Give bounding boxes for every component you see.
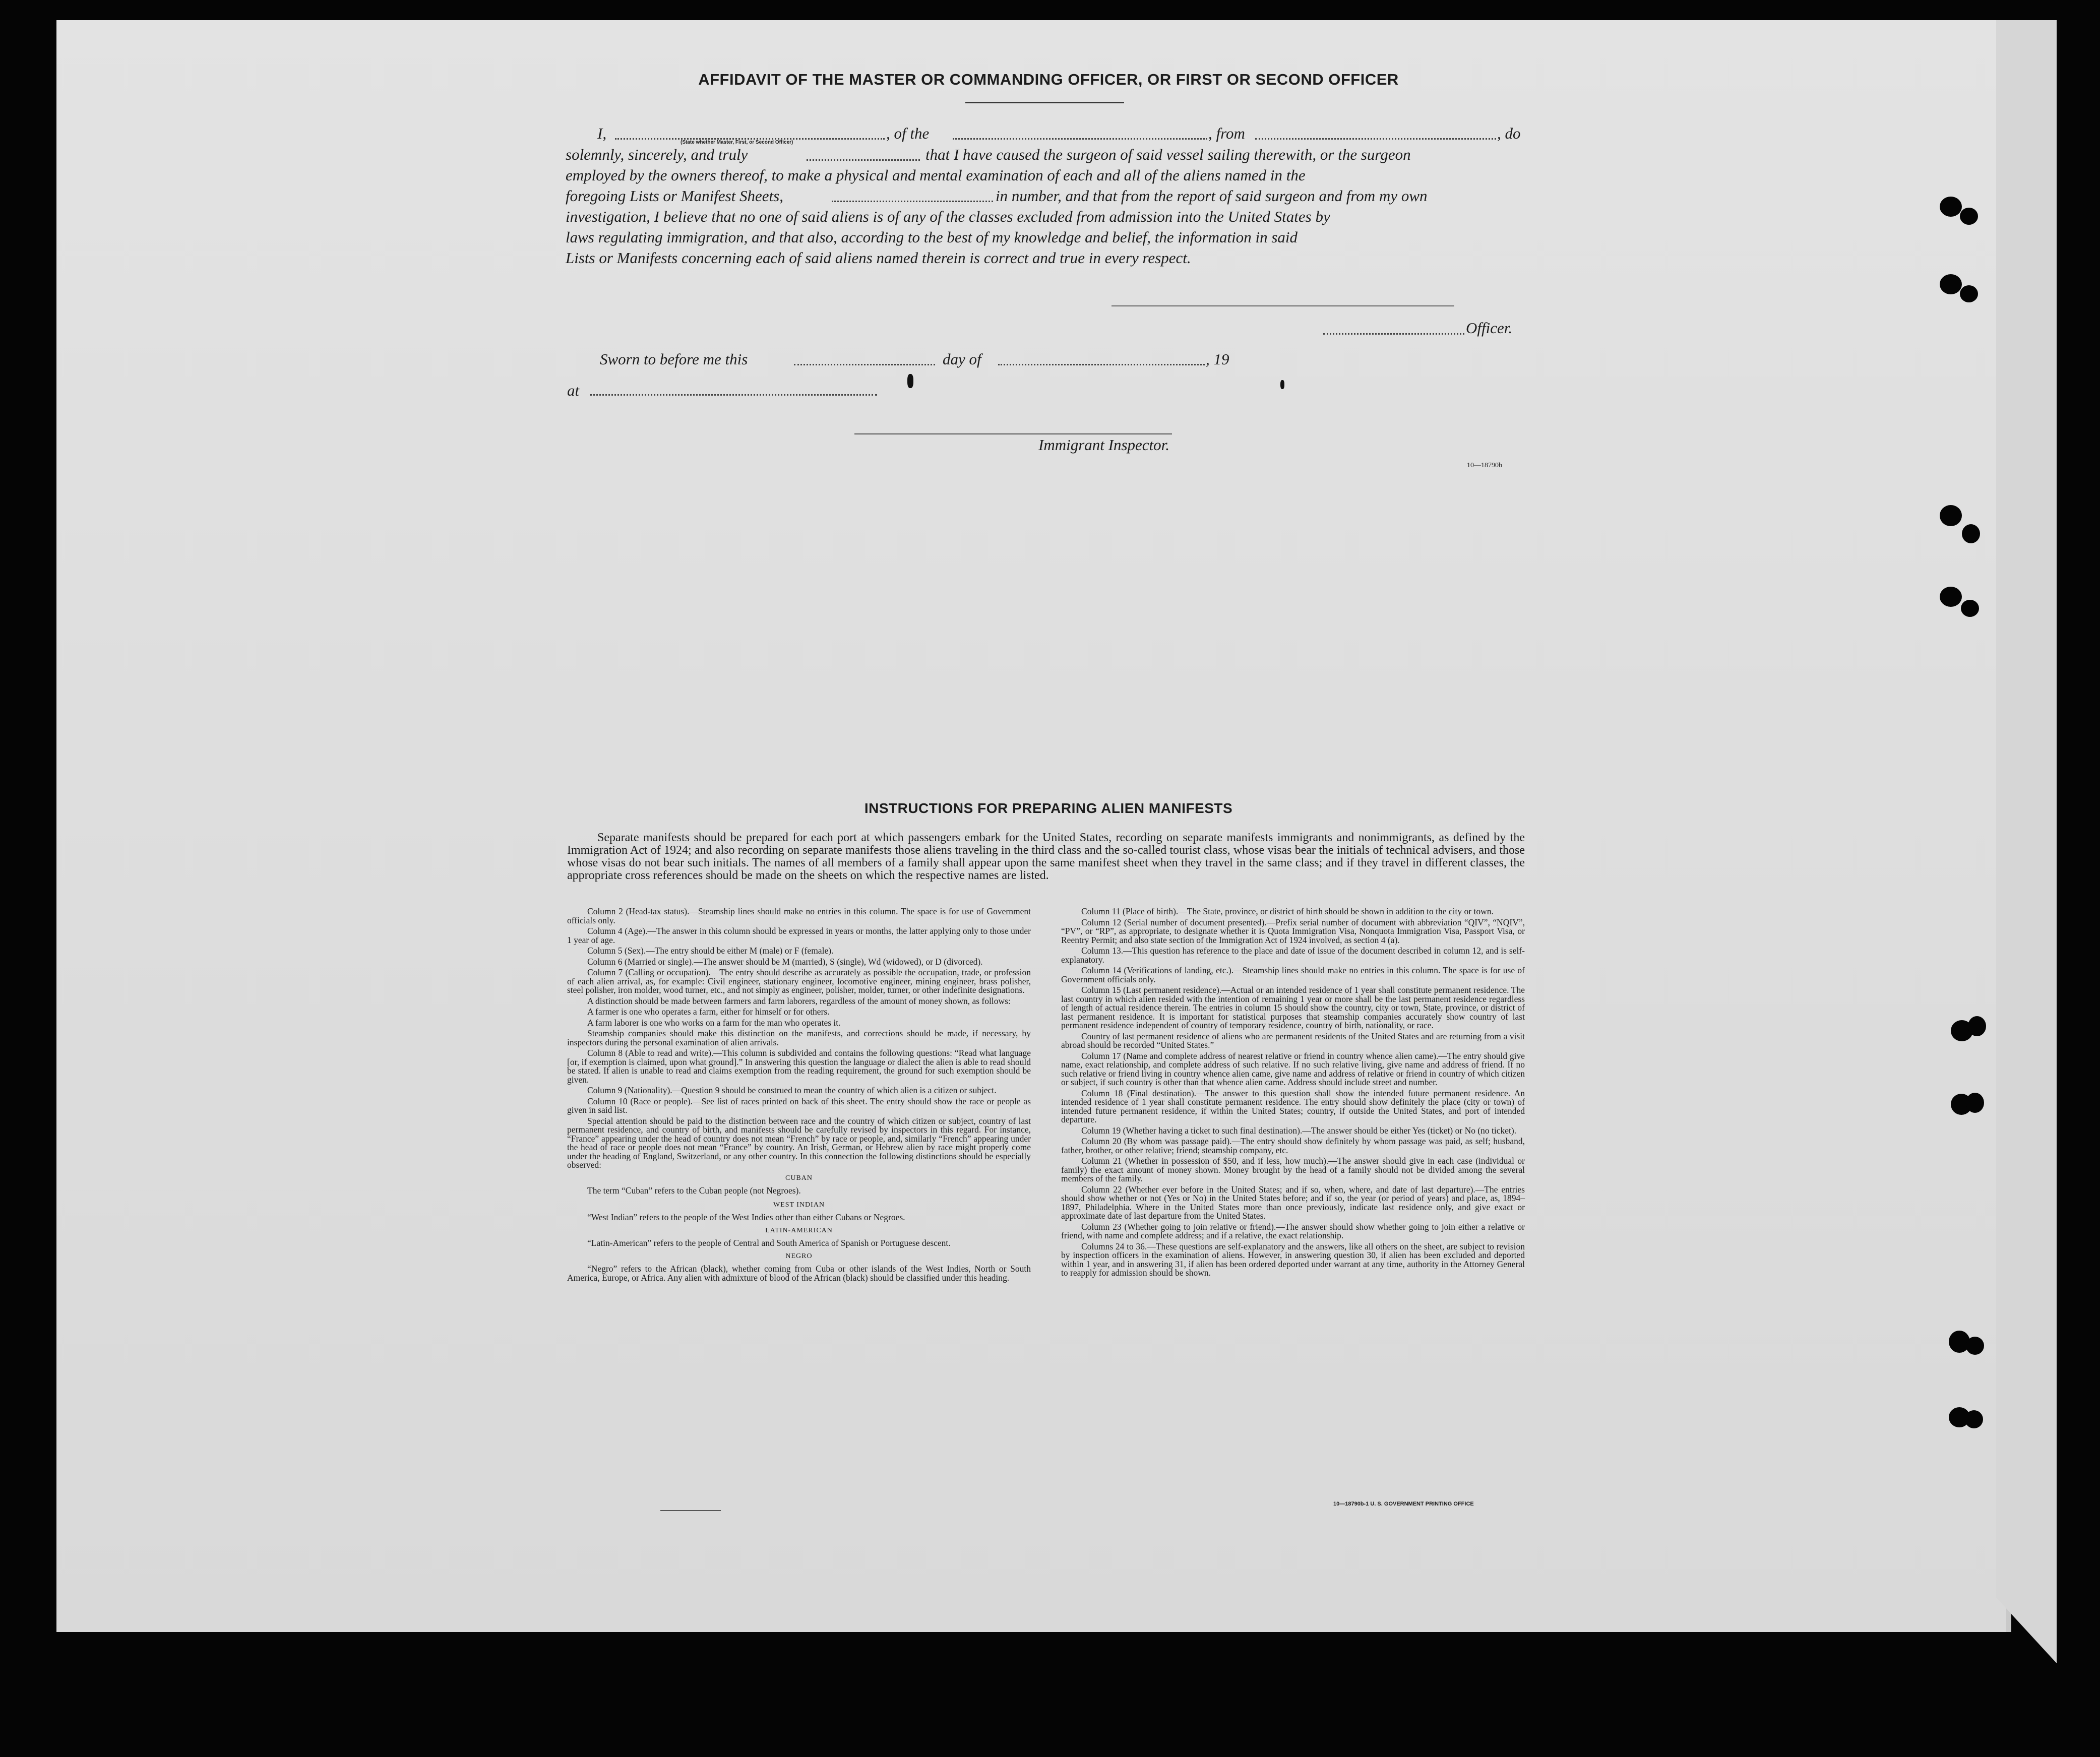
at-label: at (567, 382, 580, 399)
punch-hole-4b (1961, 600, 1979, 617)
column-9-note: Column 9 (Nationality).—Question 9 should be construed to mean the country of which alien is a citizen or subject. (587, 1085, 997, 1095)
punch-hole-8b (1965, 1410, 1983, 1428)
title-underline (965, 102, 1124, 103)
sworn-day-blank (794, 364, 935, 365)
column-13-note: Column 13.—This question has reference to the place and date of issue of the document described in column 12, and is self-explanatory. (1061, 946, 1525, 965)
affidavit-line6: laws regulating immigration, and that also, according to the best of my knowledge and belief, the information in said (566, 228, 1298, 246)
race-text-west-indian: “West Indian” refers to the people of the West Indies other than either Cubans or Negroes. (587, 1212, 905, 1222)
race-heading-negro: NEGRO (785, 1252, 813, 1260)
officer-signature-blank (1323, 333, 1464, 335)
punch-hole-3b (1962, 524, 1980, 543)
punch-hole-6b (1966, 1093, 1984, 1113)
form-number: 10—18790b (1467, 462, 1502, 469)
race-text-negro: “Negro” refers to the African (black), whether coming from Cuba or other islands of the West Indies, North or South America, Europe, or Africa. Any alien with admixture of blood of the African (black) should be classified under this heading. (567, 1264, 1031, 1283)
punch-hole-1b (1960, 208, 1978, 225)
affidavit-line2-start: solemnly, sincerely, and truly (566, 146, 748, 163)
column-2-note: Column 2 (Head-tax status).—Steamship lines should make no entries in this column. The space is for use of Government officials only. (567, 906, 1031, 925)
instructions-left-column (567, 907, 1031, 1284)
residence-note: Country of last permanent residence of aliens who are permanent residents of the United States and are returning from a visit abroad should be recorded “United States.” (1061, 1031, 1525, 1050)
column-17-note: Column 17 (Name and complete address of nearest relative or friend in country whence alien came).—The entry should give name, exact relationship, and complete address of such relative. If no such relative living, give name and address of friend. If no such relative or friend living in country whence alien came, give name and address of relative or friend in country of which citizen or subject, if such country is other than that whence alien came. Address should include street and number. (1061, 1050, 1525, 1087)
punch-hole-7b (1966, 1337, 1984, 1355)
steamship-distinction: Steamship companies should make this distinction on the manifests, and corrections should be made, if necessary, by inspectors during the personal examination of alien arrivals. (567, 1028, 1031, 1047)
instructions-right-column (1061, 907, 1525, 1280)
column-12-note: Column 12 (Serial number of document presented).—Prefix serial number of document with abbreviation “QIV”, “NQIV”, “PV”, or “RP”, as appropriate, to designate whether it is Quota Immigration Visa, Nonquota Immigration Visa, Passport Visa, or Reentry Permit; and also state section of the Immigration Act of 1924 involved, as section 4 (a). (1061, 917, 1525, 945)
column-21-note: Column 21 (Whether in possession of $50, and if less, how much).—The answer should give in each case (individual or family) the exact amount of money shown. Money brought by the head of a family should not be divided among the several members of the family. (1061, 1156, 1525, 1183)
instructions-title: INSTRUCTIONS FOR PREPARING ALIEN MANIFESTS (864, 800, 1233, 816)
race-text-latin-american: “Latin-American” refers to the people of Central and South America of Spanish or Portuguese descent. (587, 1238, 951, 1248)
race-heading-latin-american: LATIN-AMERICAN (765, 1226, 833, 1234)
farmer-distinction: A distinction should be made between farmers and farm laborers, regardless of the amount of money shown, as follows: (587, 995, 1011, 1006)
race-text-cuban: The term “Cuban” refers to the Cuban people (not Negroes). (587, 1185, 801, 1196)
column-23-note: Column 23 (Whether going to join relative or friend).—The answer should show whether going to join either a relative or friend, with name and complete address; and if a relative, the exact relationship. (1061, 1221, 1525, 1240)
signature-line-top (1111, 305, 1454, 306)
column-7-note: Column 7 (Calling or occupation).—The entry should describe as accurately as possible the occupation, trade, or profession of each alien arrival, as, for example: Civil engineer, stationary engineer, locomotive engineer, mining engineer, brass polisher, steel polisher, iron molder, wood turner, etc., and not simply as engineer, polisher, molder, turner, or other indefinite designations. (567, 967, 1031, 995)
sworn-start: Sworn to before me this (600, 350, 748, 368)
column-15-note: Column 15 (Last permanent residence).—Actual or an intended residence of 1 year shall constitute permanent residence. The last country in which alien resided with the intention of remaining 1 year or more shall be the last permanent residence regardless of length of actual residence therein. The entries in column 15 should show the country, city or town, State, province, or district of last permanent residence. It is important for statistical purposes that steamship companies accurately show country of last permanent residence independent of country of temporary residence, country of birth, nationality, or race. (1061, 985, 1525, 1030)
farmer-definition: A farmer is one who operates a farm, either for himself or for others. (587, 1007, 830, 1017)
sworn-day: day of (943, 350, 981, 368)
sheets-count-blank (832, 201, 993, 202)
column-20-note: Column 20 (By whom was passage paid).—The entry should show definitely by whom passage was paid, as self; husband, father, brother, or other relative; friend; steamship company, etc. (1061, 1136, 1525, 1155)
inspector-label: Immigrant Inspector. (1038, 436, 1170, 454)
punch-hole-1a (1940, 197, 1962, 217)
punch-hole-2a (1940, 274, 1962, 294)
officer-label: Officer. (1466, 319, 1513, 337)
affidavit-line3: employed by the owners thereof, to make a physical and mental examination of each and all of the aliens named in the (566, 166, 1306, 184)
column-6-note: Column 6 (Married or single).—The answer should be M (married), S (single), Wd (widowed), or D (divorced). (587, 956, 983, 967)
punch-hole-2b (1960, 285, 1978, 302)
punch-hole-4a (1940, 587, 1962, 607)
at-place-blank (590, 394, 877, 396)
affidavit-title: AFFIDAVIT OF THE MASTER OR COMMANDING OFFICER, OR FIRST OR SECOND OFFICER (698, 71, 1399, 88)
affidavit-line2-end: that I have caused the surgeon of said vessel sailing therewith, or the surgeon (925, 146, 1411, 163)
ink-mark (1280, 380, 1284, 389)
column-11-note: Column 11 (Place of birth).—The State, province, or district of birth should be shown in addition to the city or town. (1081, 906, 1494, 916)
column-10-note: Column 10 (Race or people).—See list of races printed on back of this sheet. The entry should show the race or people as given in said list. (567, 1096, 1031, 1115)
farm-laborer-definition: A farm laborer is one who works on a farm for the man who operates it. (587, 1017, 841, 1028)
punch-hole-3a (1940, 505, 1962, 526)
affidavit-line4-start: foregoing Lists or Manifest Sheets, (566, 187, 783, 205)
affidavit-line5: investigation, I believe that no one of said aliens is of any of the classes excluded from admission into the United States by (566, 208, 1330, 225)
affidavit-line1-of: , of the (886, 124, 930, 142)
columns-24-36-note: Columns 24 to 36.—These questions are self-explanatory and the answers, like all others on the sheet, are subject to revision by inspection officers in the examination of aliens. However, in answering question 30, if alien has been excluded and deported within 1 year, and in answering 31, if alien has been ordered deported under warrant at any time, authority in the Attorney General to reapply for admission should be shown. (1061, 1241, 1525, 1278)
sailing-blank (807, 159, 920, 161)
column-19-note: Column 19 (Whether having a ticket to such final destination).—The answer should be either Yes (ticket) or No (no ticket). (1081, 1125, 1517, 1136)
affidavit-line7: Lists or Manifests concerning each of said aliens named therein is correct and true in every respect. (566, 249, 1191, 267)
column-5-note: Column 5 (Sex).—The entry should be either M (male) or F (female). (587, 946, 834, 956)
port-blank (1255, 138, 1496, 140)
affidavit-line1-from: , from (1208, 124, 1245, 142)
column-4-note: Column 4 (Age).—The answer in this column should be expressed in years or months, the latter applying only to those under 1 year of age. (567, 926, 1031, 945)
race-heading-west-indian: WEST INDIAN (773, 1201, 825, 1209)
column-14-note: Column 14 (Verifications of landing, etc.).—Steamship lines should make no entries in this column. The space is for use of Government officials only. (1061, 965, 1525, 984)
race-distinction-note: Special attention should be paid to the distinction between race and the country of which citizen or subject, country of last permanent residence, and country of birth, and manifests should be carefully revised by inspectors in this regard. For instance, “France” appearing under the head of country does not mean “French” by race or people, and, similarly “French” appearing under the head of race or people does not mean “France” by country. An Irish, German, or Hebrew alien by race might properly come under the heading of England, Switzerland, or any other country. In this connection the following distinctions should be especially observed: (567, 1115, 1031, 1170)
officer-note: (State whether Master, First, or Second Officer) (681, 140, 793, 145)
sworn-month-blank (998, 364, 1205, 365)
left-column-end-rule (660, 1510, 721, 1511)
sworn-year: , 19 (1206, 350, 1229, 368)
vessel-blank (953, 138, 1207, 140)
punch-hole-5b (1968, 1016, 1986, 1036)
ink-mark (907, 374, 913, 388)
printing-office-stamp: 10—18790b-1 U. S. GOVERNMENT PRINTING OFFICE (1333, 1501, 1474, 1507)
column-18-note: Column 18 (Final destination).—The answer to this question shall show the intended future permanent residence. An intended residence of 1 year shall constitute permanent residence. The entry should show definitely the place (city or town) of intended future permanent residence, if within the United States; country, if outside the United States, and port of intended departure. (1061, 1088, 1525, 1124)
sheet-edge (1996, 20, 2057, 1663)
affidavit-line1-do: , do (1497, 124, 1521, 142)
affidavit-line4-end: in number, and that from the report of said surgeon and from my own (996, 187, 1428, 205)
instructions-intro: Separate manifests should be prepared for each port at which passengers embark for the United States, recording on separate manifests immigrants and nonimmigrants, as defined by the Immigration Act of 1924; and also recording on separate manifests those aliens traveling in the third class and the so-called tourist class, whose visas bear the initials of technical advisers, and those whose visas do not bear such initials. The names of all members of a family shall appear upon the same manifest sheet when they travel in the same class; and if they travel in different classes, the appropriate cross references should be made on the sheets on which the respective names are listed. (567, 831, 1525, 882)
column-8-note: Column 8 (Able to read and write).—This column is subdivided and contains the following questions: “Read what language [or, if exemption is claimed, upon what ground].” In answering this question the language or dialect the alien is able to read should be stated. If alien is unable to read and claims exemption from the reading requirement, the ground for such exemption should be given. (567, 1048, 1031, 1085)
affidavit-line1-i: I, (597, 124, 607, 142)
column-22-note: Column 22 (Whether ever before in the United States; and if so, when, where, and date of last departure).—The entries should show whether or not (Yes or No) in the United States before; and if so, the year (or period of years) and place, as, 1894–1897, Philadelphia. Where in the United States more than once previously, indicate last residence only, and give exact or approximate date of last departure from the United States. (1061, 1184, 1525, 1221)
race-heading-cuban: CUBAN (785, 1174, 813, 1182)
